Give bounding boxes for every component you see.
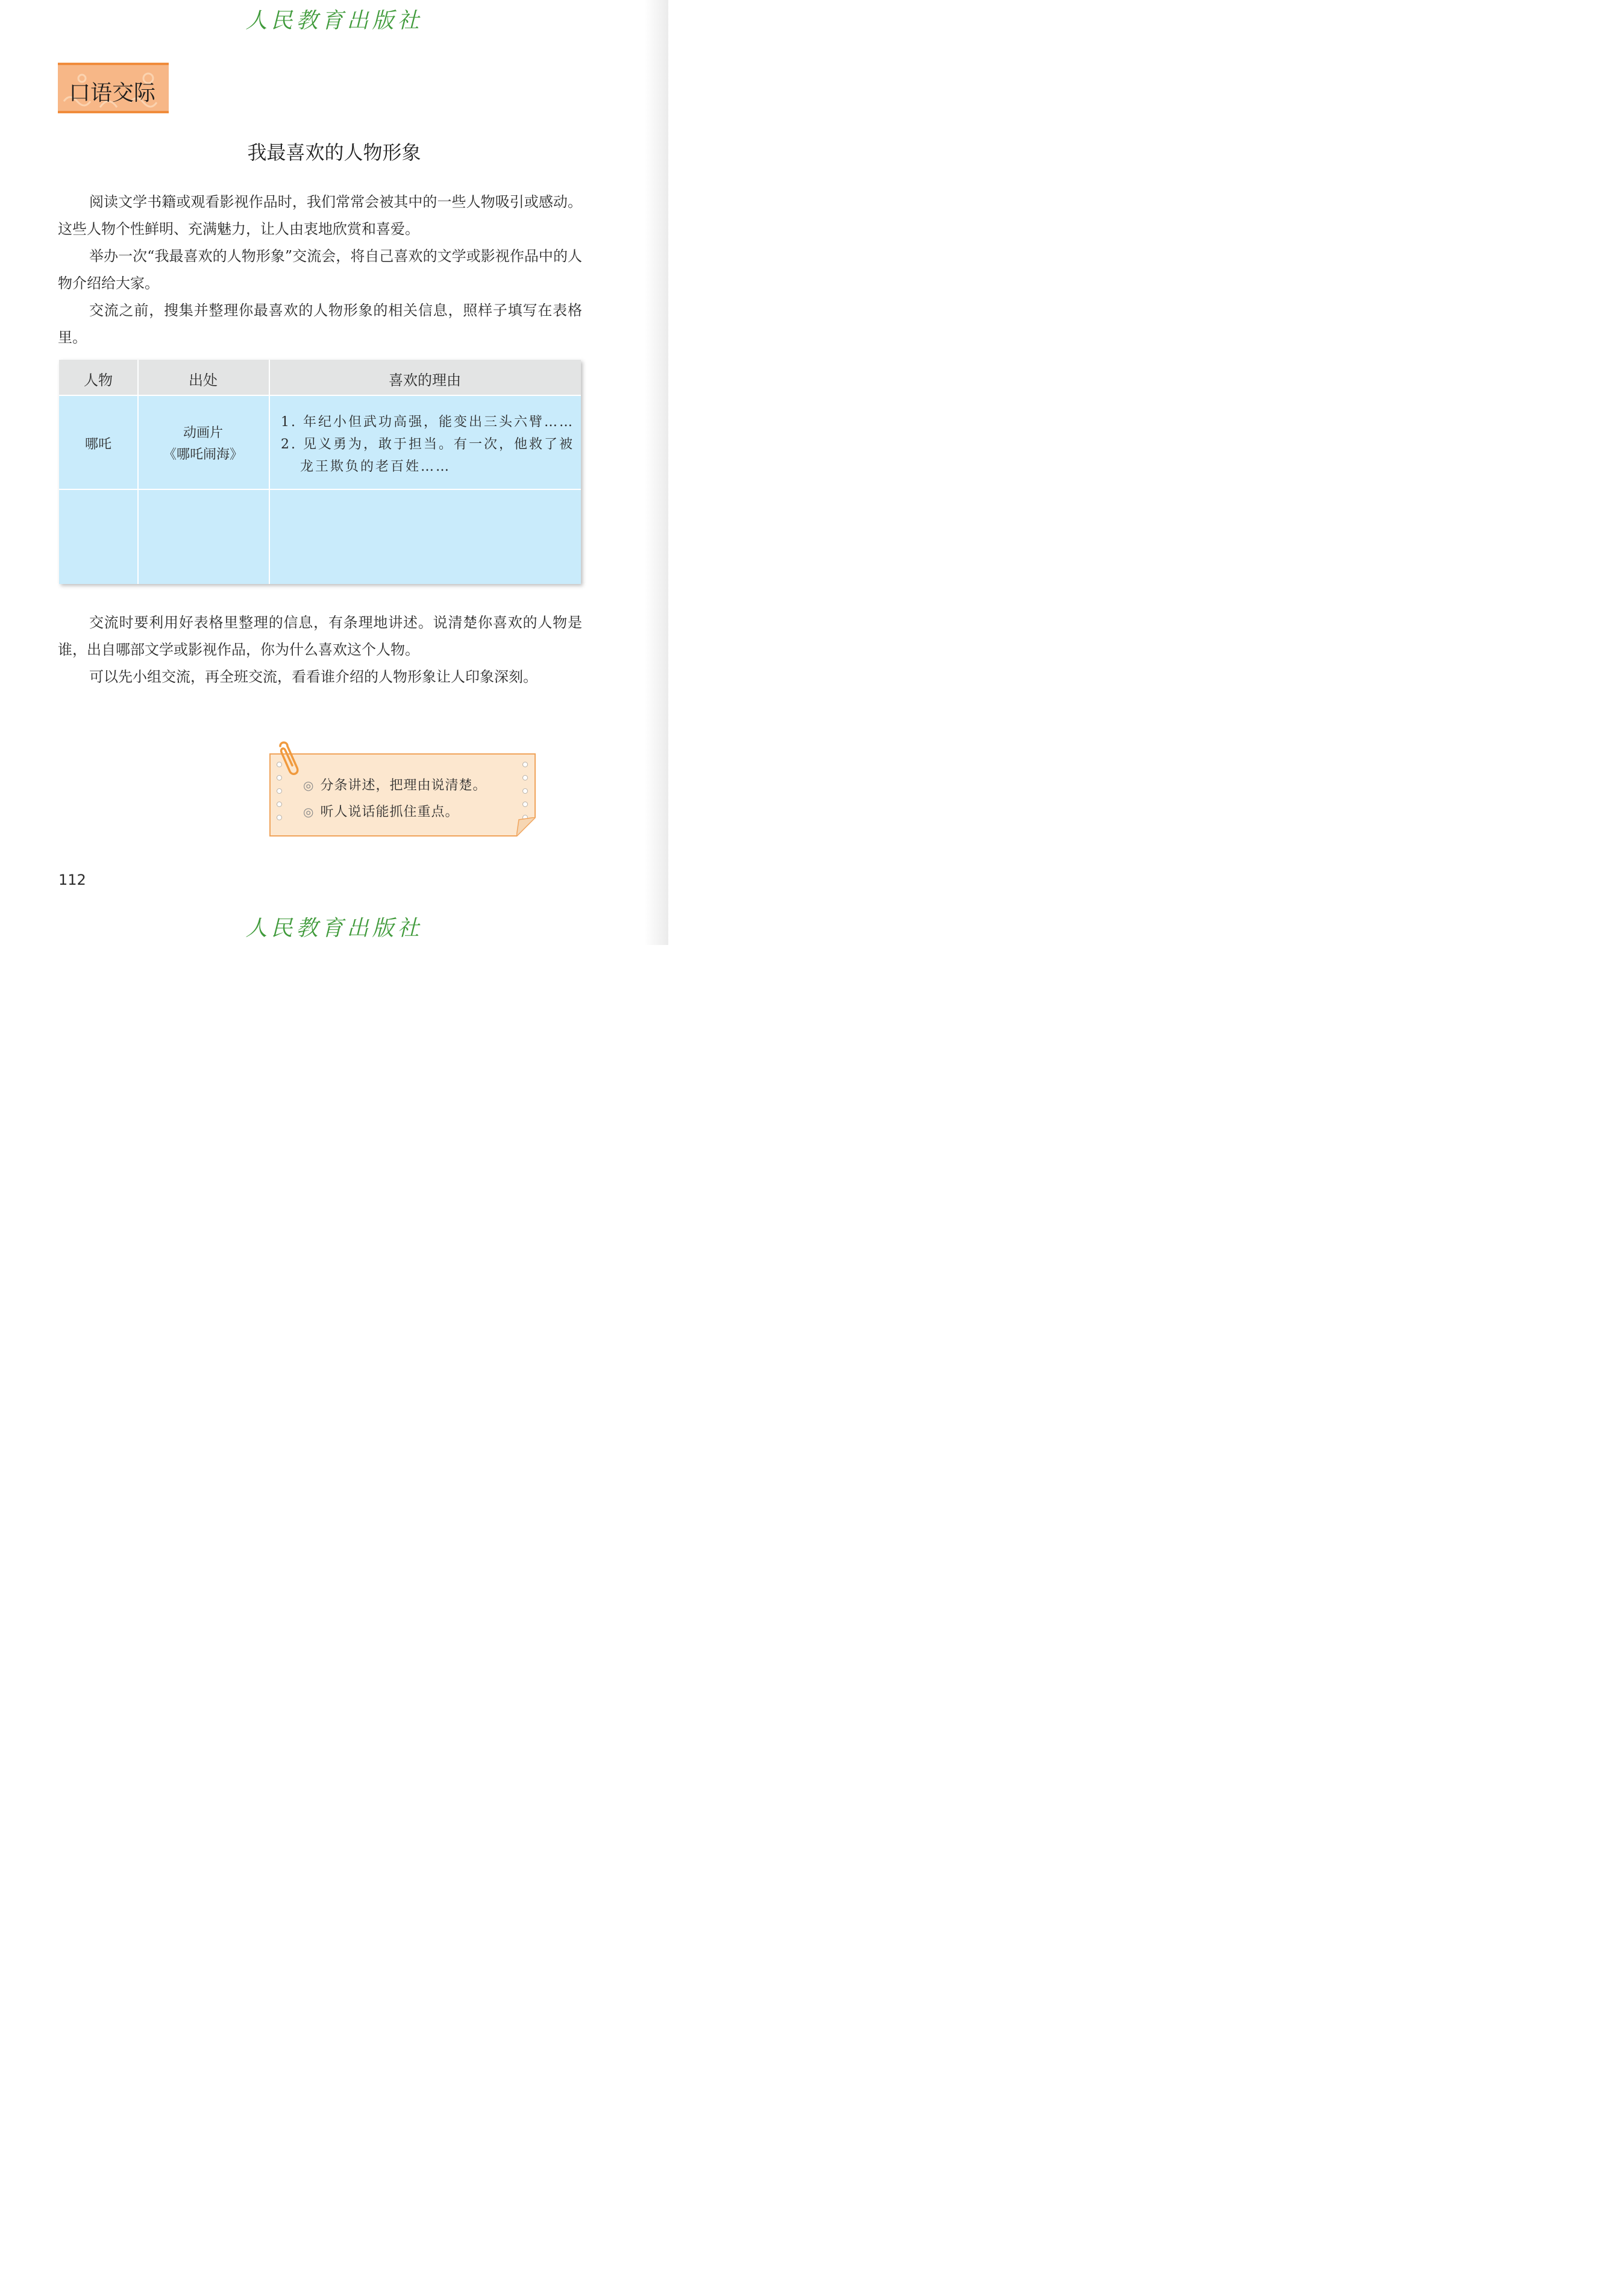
table-cell-empty[interactable]	[59, 490, 137, 584]
section-badge	[58, 63, 169, 113]
info-table	[59, 360, 581, 584]
table-cell-source: 动画片	[183, 425, 223, 441]
paragraph-5: 可以先小组交流，再全班交流，看看谁介绍的人物形象让人印象深刻。	[89, 668, 538, 685]
publisher-footer: 人民教育出版社	[245, 916, 423, 941]
page-number: 112	[58, 871, 86, 888]
table-divider	[59, 395, 581, 396]
table-header-character: 人物	[84, 372, 113, 389]
table-cell-reason: 2. 见义勇为，敢于担当。有一次，他救了被	[281, 437, 574, 452]
paragraph-3: 交流之前，搜集并整理你最喜欢的人物形象的相关信息，照样子填写在表格里。	[58, 302, 582, 346]
tips-note	[269, 753, 536, 837]
table-cell-reason: 1. 年纪小但武功高强，能变出三头六臂……	[281, 415, 574, 430]
table-cell-source: 《哪吒闹海》	[163, 447, 243, 462]
bullet-icon: ◎	[303, 778, 315, 793]
bullet-icon: ◎	[303, 805, 315, 819]
paragraph-4: 交流时要利用好表格里整理的信息，有条理地讲述。说清楚你喜欢的人物是谁，出自哪部文学或影视作品，你为什么喜欢这个人物。	[58, 614, 582, 658]
publisher-header: 人民教育出版社	[245, 8, 423, 33]
paragraph-1: 阅读文学书籍或观看影视作品时，我们常常会被其中的一些人物吸引或感动。这些人物个性鲜明、充满魅力，让人由衷地欣赏和喜爱。	[58, 193, 582, 237]
tip-item-1: ◎ 分条讲述，把理由说清楚。	[303, 778, 487, 793]
table-header-reason: 喜欢的理由	[389, 372, 461, 389]
table-cell-empty[interactable]	[139, 490, 269, 584]
paperclip-icon	[274, 741, 303, 777]
table-cell-reason: 龙王欺负的老百姓……	[300, 459, 451, 474]
page-title: 我最喜欢的人物形象	[247, 141, 421, 164]
tip-item-2: ◎ 听人说话能抓住重点。	[303, 805, 459, 820]
table-cell-character: 哪吒	[84, 437, 111, 452]
paragraph-2: 举办一次“我最喜欢的人物形象”交流会，将自己喜欢的文学或影视作品中的人物介绍给大家。	[58, 248, 582, 292]
table-header-source: 出处	[189, 372, 218, 389]
table-cell-empty[interactable]	[270, 490, 581, 584]
textbook-page	[0, 0, 668, 945]
folded-corner-icon	[516, 817, 536, 837]
section-badge-label: 口语交际	[69, 81, 156, 105]
